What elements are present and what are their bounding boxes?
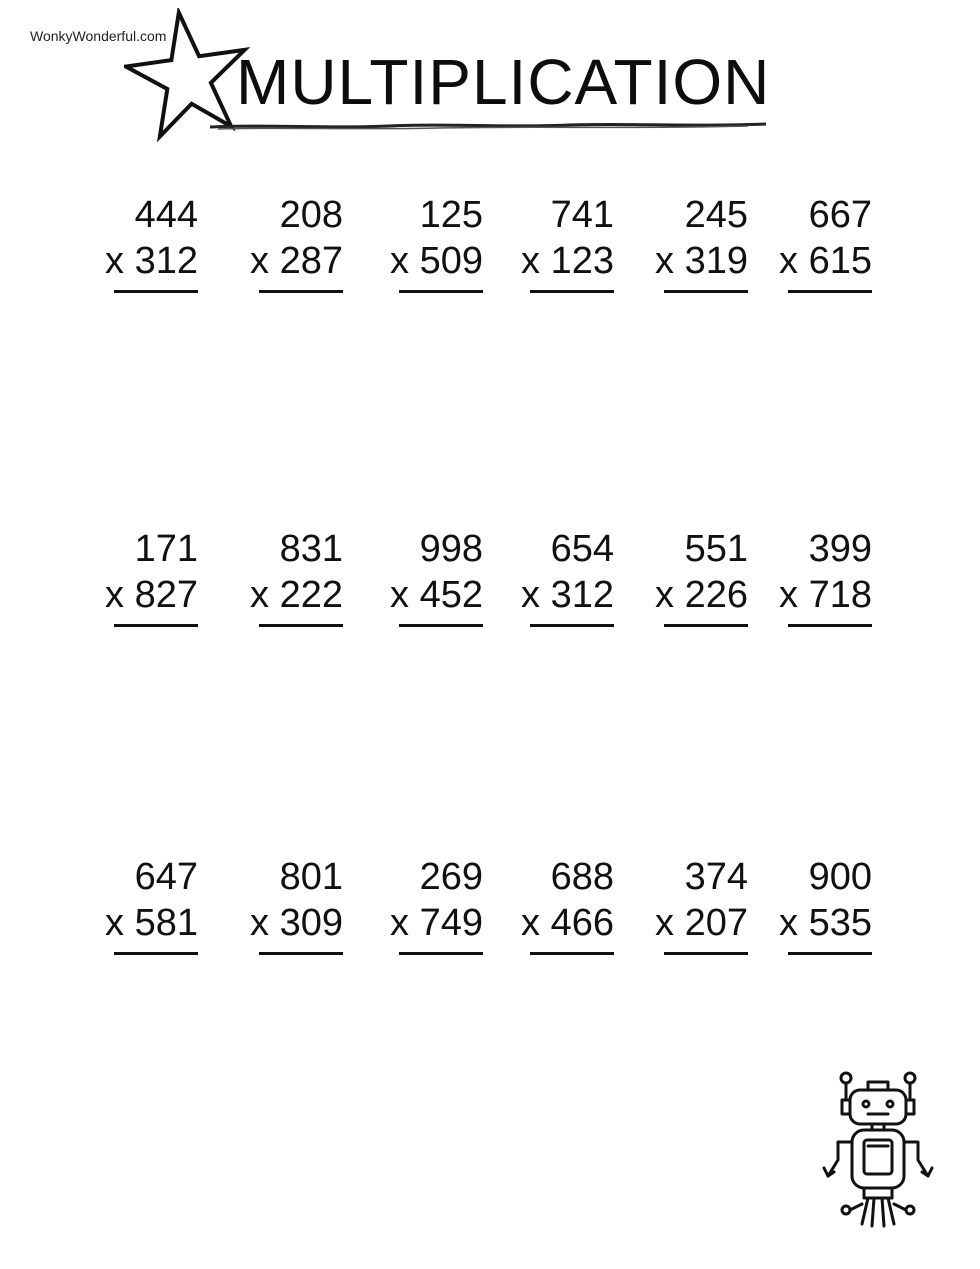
multiplier-line <box>88 904 198 950</box>
multiplication-problem <box>504 530 614 622</box>
multiplicand: 399 <box>808 528 872 570</box>
answer-line <box>114 952 198 955</box>
answer-line <box>788 952 872 955</box>
answer-line <box>530 290 614 293</box>
multiplication-problem <box>638 858 748 950</box>
multiplier-line <box>504 242 614 288</box>
multiplicand: 171 <box>134 528 198 570</box>
multiplier: 581 <box>134 902 198 944</box>
multiplier-line <box>233 242 343 288</box>
times-operator: x <box>521 574 541 616</box>
answer-line <box>788 624 872 627</box>
multiplication-problem <box>373 196 483 288</box>
multiplier: 226 <box>684 574 748 616</box>
times-operator: x <box>105 240 125 282</box>
multiplicand: 208 <box>279 194 343 236</box>
times-operator: x <box>390 240 410 282</box>
multiplication-problem <box>373 530 483 622</box>
multiplier: 749 <box>419 902 483 944</box>
multiplier: 207 <box>684 902 748 944</box>
multiplication-problem <box>233 530 343 622</box>
multiplicand: 900 <box>808 856 872 898</box>
multiplication-problem <box>88 530 198 622</box>
multiplicand: 245 <box>684 194 748 236</box>
robot-icon <box>818 1064 942 1232</box>
multiplier-line <box>762 576 872 622</box>
times-operator: x <box>779 902 799 944</box>
multiplier-line <box>373 242 483 288</box>
multiplication-problem <box>88 858 198 950</box>
times-operator: x <box>779 574 799 616</box>
multiplier: 123 <box>550 240 614 282</box>
multiplier: 319 <box>684 240 748 282</box>
multiplier-line <box>88 242 198 288</box>
times-operator: x <box>105 574 125 616</box>
multiplier: 615 <box>808 240 872 282</box>
multiplication-problem <box>373 858 483 950</box>
multiplicand: 688 <box>550 856 614 898</box>
multiplication-problem <box>762 858 872 950</box>
answer-line <box>259 952 343 955</box>
multiplier: 309 <box>279 902 343 944</box>
times-operator: x <box>390 574 410 616</box>
multiplication-problem <box>233 858 343 950</box>
multiplicand: 998 <box>419 528 483 570</box>
multiplicand: 654 <box>550 528 614 570</box>
multiplier-line <box>233 904 343 950</box>
answer-line <box>788 290 872 293</box>
multiplication-problem <box>762 196 872 288</box>
answer-line <box>530 624 614 627</box>
multiplication-problem <box>638 196 748 288</box>
times-operator: x <box>105 902 125 944</box>
multiplicand: 647 <box>134 856 198 898</box>
answer-line <box>114 624 198 627</box>
multiplier: 452 <box>419 574 483 616</box>
multiplicand: 125 <box>419 194 483 236</box>
times-operator: x <box>250 240 270 282</box>
multiplicand: 831 <box>279 528 343 570</box>
multiplier-line <box>373 576 483 622</box>
multiplier-line <box>504 904 614 950</box>
times-operator: x <box>655 574 675 616</box>
multiplicand: 801 <box>279 856 343 898</box>
answer-line <box>399 624 483 627</box>
times-operator: x <box>655 240 675 282</box>
answer-line <box>399 290 483 293</box>
multiplicand: 374 <box>684 856 748 898</box>
multiplier-line <box>638 904 748 950</box>
multiplicand: 551 <box>684 528 748 570</box>
times-operator: x <box>250 574 270 616</box>
multiplicand: 741 <box>550 194 614 236</box>
times-operator: x <box>655 902 675 944</box>
multiplication-problem <box>88 196 198 288</box>
multiplication-problem <box>504 858 614 950</box>
answer-line <box>399 952 483 955</box>
multiplication-problem <box>638 530 748 622</box>
multiplier-line <box>373 904 483 950</box>
answer-line <box>259 290 343 293</box>
multiplier: 718 <box>808 574 872 616</box>
multiplier: 509 <box>419 240 483 282</box>
multiplicand: 444 <box>134 194 198 236</box>
times-operator: x <box>390 902 410 944</box>
multiplier-line <box>233 576 343 622</box>
multiplicand: 269 <box>419 856 483 898</box>
times-operator: x <box>250 902 270 944</box>
multiplier-line <box>762 904 872 950</box>
times-operator: x <box>779 240 799 282</box>
answer-line <box>664 290 748 293</box>
multiplication-problem <box>762 530 872 622</box>
multiplier-line <box>88 576 198 622</box>
multiplication-problem <box>233 196 343 288</box>
multiplier-line <box>638 242 748 288</box>
multiplier-line <box>762 242 872 288</box>
multiplier: 287 <box>279 240 343 282</box>
multiplier-line <box>638 576 748 622</box>
answer-line <box>664 952 748 955</box>
answer-line <box>664 624 748 627</box>
page-title: MULTIPLICATION <box>236 46 771 118</box>
multiplier: 222 <box>279 574 343 616</box>
times-operator: x <box>521 902 541 944</box>
multiplier: 535 <box>808 902 872 944</box>
multiplicand: 667 <box>808 194 872 236</box>
multiplier-line <box>504 576 614 622</box>
multiplier: 466 <box>550 902 614 944</box>
answer-line <box>530 952 614 955</box>
multiplier: 312 <box>550 574 614 616</box>
site-url: WonkyWonderful.com <box>30 28 167 44</box>
multiplication-problem <box>504 196 614 288</box>
answer-line <box>114 290 198 293</box>
title-underline <box>208 118 768 132</box>
answer-line <box>259 624 343 627</box>
multiplier: 312 <box>134 240 198 282</box>
times-operator: x <box>521 240 541 282</box>
multiplier: 827 <box>134 574 198 616</box>
